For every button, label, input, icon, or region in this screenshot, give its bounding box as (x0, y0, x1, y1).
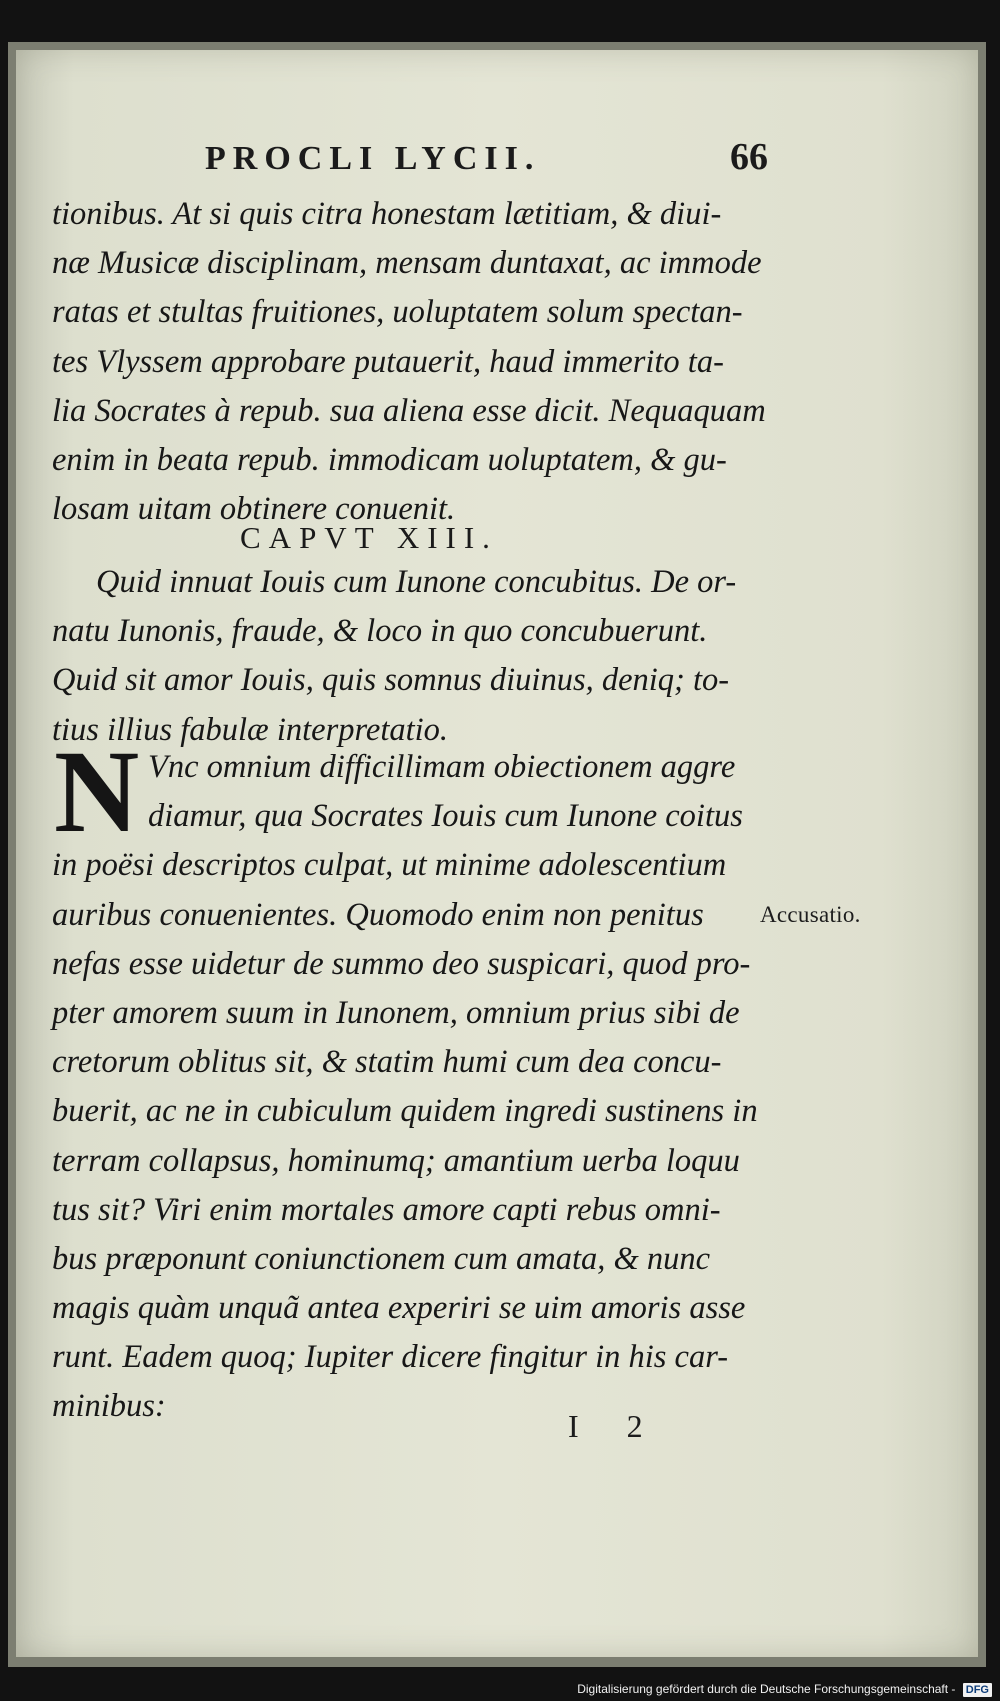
chapter-title: CAPVT XIII. (240, 520, 498, 555)
text-line: auribus conuenientes. Quomodo enim non penitus (52, 896, 704, 933)
signature-mark: I 2 (568, 1408, 663, 1444)
text-line: minibus: (52, 1388, 166, 1425)
text-line: losam uitam obtinere conuenit. (52, 491, 456, 528)
margin-note: Accusatio. (760, 902, 861, 927)
summary-line: Quid innuat Iouis cum Iunone concubitus. De or- (96, 564, 737, 600)
text-line: tus sit? Viri enim mortales amore capti rebus omni- (52, 1191, 721, 1228)
chapter-summary (52, 560, 762, 757)
text-line: tionibus. At si quis citra honestam lætitiam, & diui- (52, 196, 722, 232)
text-line: enim in beata repub. immodicam uoluptatem, & gu- (52, 441, 727, 478)
text-line: terram collapsus, hominumq; amantium uerba loquu (52, 1142, 740, 1179)
text-line: pter amorem suum in Iunonem, omnium prius sibi de (52, 994, 740, 1031)
drop-cap-letter: N (54, 726, 140, 857)
text-line: runt. Eadem quoq; Iupiter dicere fingitur in his car- (52, 1339, 729, 1376)
credit-text: Digitalisierung gefördert durch die Deutsche Forschungsgemeinschaft - (577, 1682, 956, 1696)
text-line: nefas esse uidetur de summo deo suspicari, quod pro- (52, 945, 751, 982)
top-paragraph (52, 190, 766, 534)
text-line: in poësi descriptos culpat, ut minime adolescentium (52, 847, 727, 884)
text-line: buerit, ac ne in cubiculum quidem ingredi sustinens in (52, 1093, 758, 1130)
text-line: bus præponunt coniunctionem cum amata, & nunc (52, 1240, 711, 1277)
text-line: diamur, qua Socrates Iouis cum Iunone coitus (148, 798, 743, 835)
text-line: lia Socrates à repub. sua aliena esse dicit. Nequaquam (52, 392, 766, 429)
dfg-logo: DFG (963, 1683, 992, 1697)
text-line: magis quàm unquã antea experiri se uim amoris asse (52, 1290, 746, 1327)
digitization-credit (577, 1682, 992, 1697)
text-line: næ Musicæ disciplinam, mensam duntaxat, ac immode (52, 245, 762, 282)
summary-line: natu Iunonis, fraude, & loco in quo concubuerunt. (52, 613, 708, 650)
text-line: cretorum oblitus sit, & statim humi cum dea concu- (52, 1044, 722, 1081)
page-number: 66 (730, 136, 768, 178)
text-line: tes Vlyssem approbare putauerit, haud immerito ta- (52, 343, 724, 380)
summary-line: tius illius fabulæ interpretatio. (52, 711, 449, 748)
summary-line: Quid sit amor Iouis, quis somnus diuinus, deniq; to- (52, 662, 730, 699)
running-head: PROCLI LYCII. (205, 140, 541, 177)
text-line: ratas et stultas fruitiones, uoluptatem solum spectan- (52, 294, 743, 331)
text-line: Vnc omnium difficillimam obiectionem aggre (148, 749, 736, 785)
